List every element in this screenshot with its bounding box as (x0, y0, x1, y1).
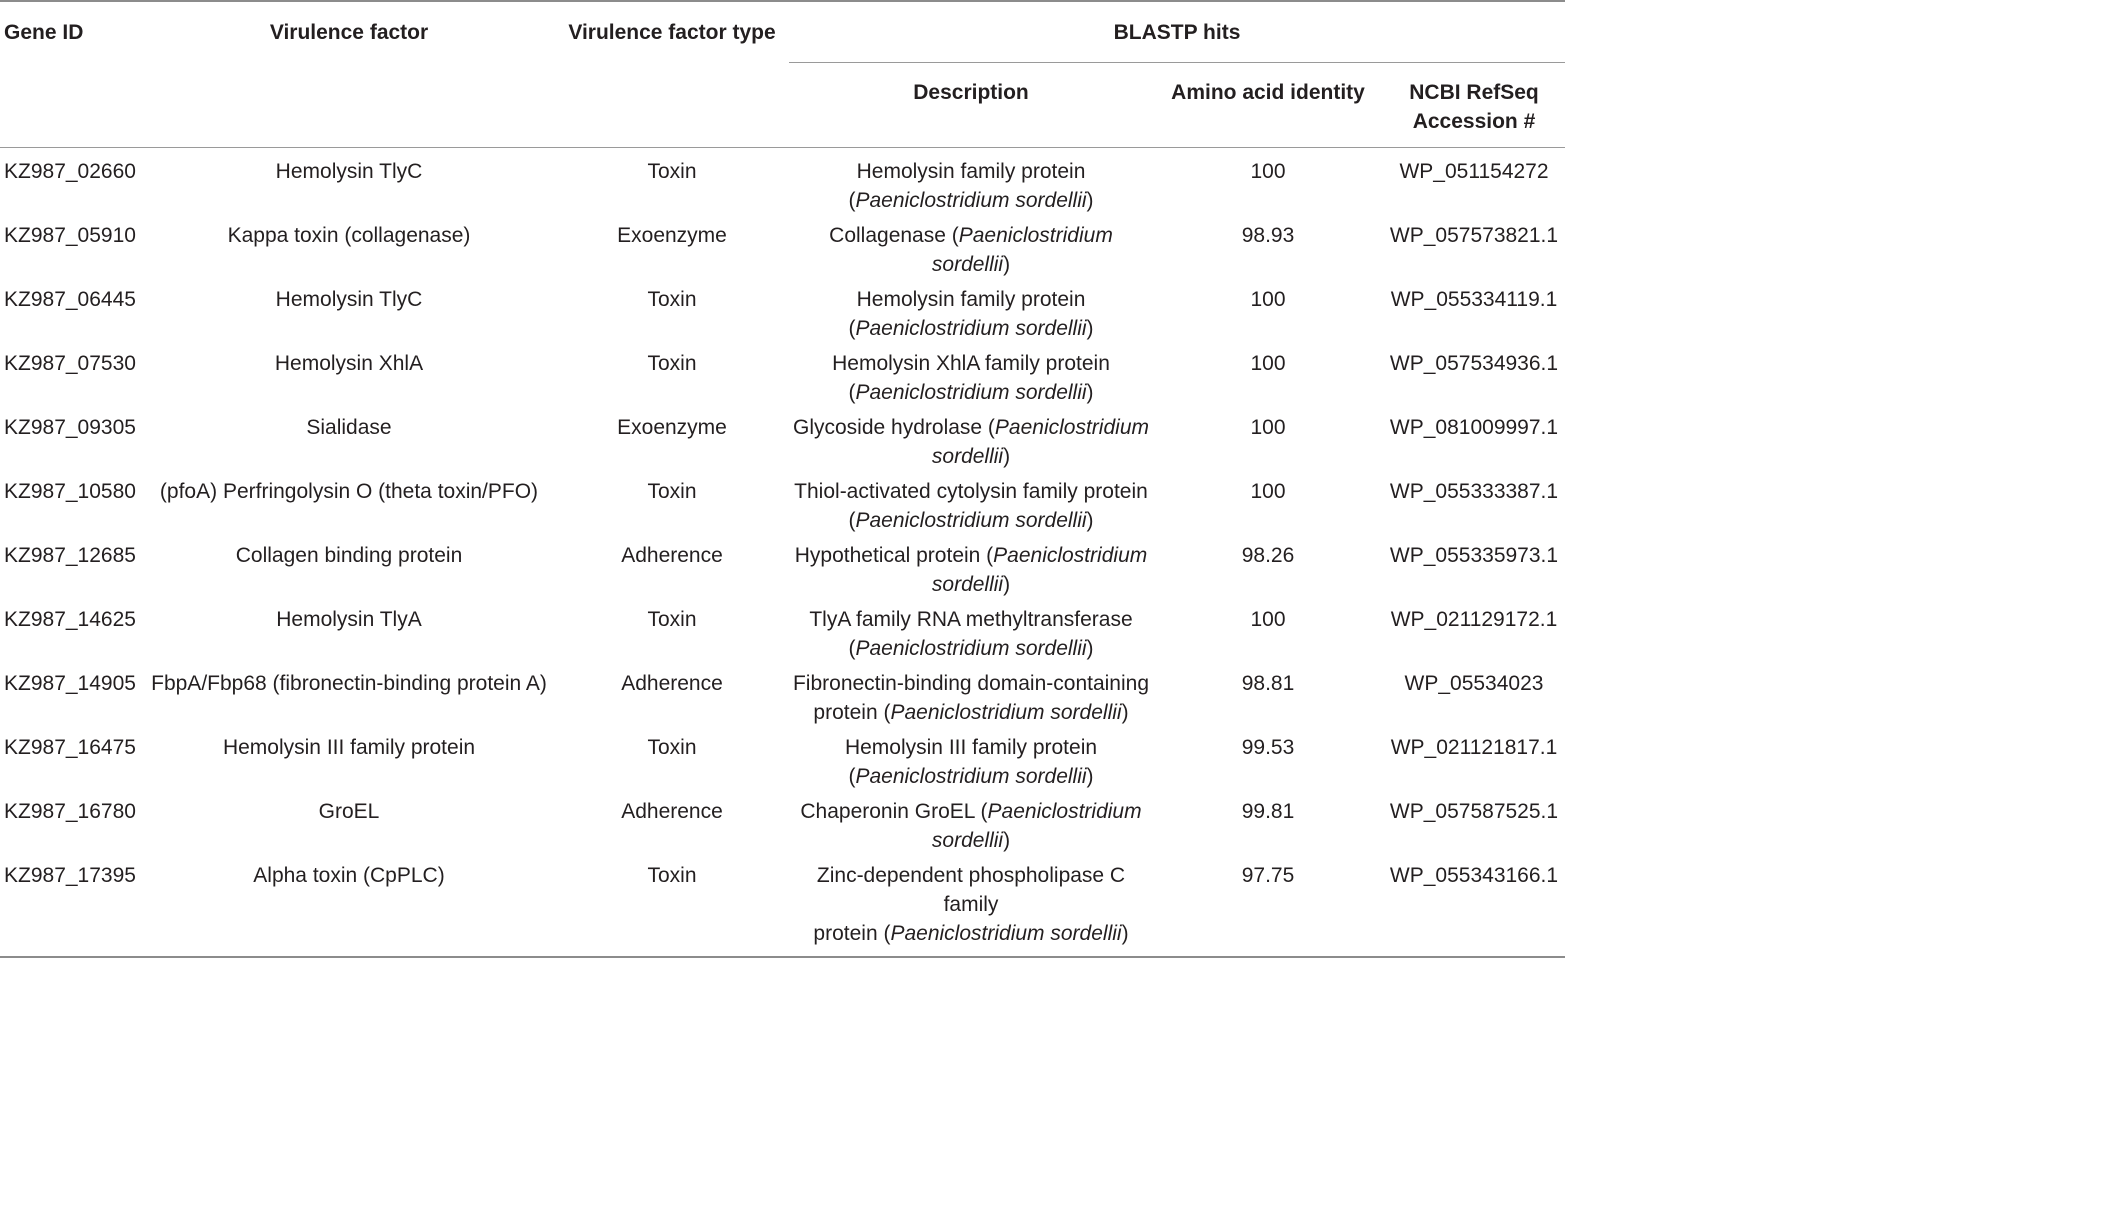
description-suffix: ) (1003, 829, 1011, 852)
description-organism: Paeniclostridium sordellii (855, 381, 1087, 404)
cell-virulence-factor: Collagen binding protein (235, 544, 463, 567)
cell-virulence-factor-type: Toxin (647, 160, 697, 183)
cell-amino-acid-identity: 98.93 (1241, 224, 1295, 247)
cell-virulence-factor: Alpha toxin (CpPLC) (253, 864, 445, 887)
header-description: Description (789, 63, 1153, 148)
description-line1: Hemolysin family protein (856, 288, 1086, 311)
cell-description (789, 663, 1153, 727)
cell-gene-id: KZ987_10580 (4, 480, 136, 503)
cell-description (789, 855, 1153, 957)
cell-accession: WP_081009997.1 (1389, 416, 1559, 439)
description-organism: Paeniclostridium sordellii (931, 800, 1142, 852)
description-prefix: protein ( (813, 922, 891, 945)
table-header (0, 1, 1565, 148)
cell-description (789, 535, 1153, 599)
cell-description (789, 343, 1153, 407)
cell-virulence-factor: Hemolysin TlyC (275, 160, 423, 183)
description-line1: Hemolysin family protein (856, 160, 1086, 183)
description-organism: Paeniclostridium sordellii (855, 509, 1087, 532)
table-row (0, 279, 1565, 343)
cell-accession: WP_057573821.1 (1389, 224, 1559, 247)
description-prefix: ( (848, 317, 856, 340)
cell-virulence-factor-type: Adherence (621, 672, 723, 695)
cell-description (789, 471, 1153, 535)
cell-virulence-factor: Hemolysin III family protein (222, 736, 476, 759)
description-organism: Paeniclostridium sordellii (855, 189, 1087, 212)
table-row (0, 471, 1565, 535)
cell-virulence-factor: (pfoA) Perfringolysin O (theta toxin/PFO) (159, 480, 539, 503)
cell-amino-acid-identity: 100 (1250, 288, 1286, 311)
cell-accession: WP_057587525.1 (1389, 800, 1559, 823)
header-virulence-factor: Virulence factor (269, 21, 429, 44)
cell-gene-id: KZ987_09305 (4, 416, 136, 439)
cell-virulence-factor: GroEL (318, 800, 380, 823)
cell-amino-acid-identity: 100 (1250, 480, 1286, 503)
cell-description (789, 407, 1153, 471)
cell-accession: WP_021121817.1 (1390, 736, 1558, 759)
description-organism: Paeniclostridium sordellii (931, 544, 1148, 596)
cell-accession: WP_021129172.1 (1390, 608, 1558, 631)
description-prefix: protein ( (813, 701, 891, 724)
description-suffix: ) (1121, 922, 1129, 945)
cell-gene-id: KZ987_17395 (4, 864, 136, 887)
table-body (0, 148, 1565, 957)
cell-amino-acid-identity: 100 (1250, 608, 1286, 631)
description-organism: Paeniclostridium sordellii (855, 637, 1087, 660)
cell-accession: WP_057534936.1 (1389, 352, 1559, 375)
description-organism: Paeniclostridium sordellii (890, 922, 1122, 945)
bottom-rule (0, 957, 1565, 958)
cell-amino-acid-identity: 99.53 (1241, 736, 1295, 759)
description-suffix: ) (1003, 445, 1011, 468)
description-organism: Paeniclostridium sordellii (855, 765, 1087, 788)
header-gene-id: Gene ID (4, 21, 84, 44)
cell-virulence-factor-type: Adherence (621, 544, 723, 567)
description-prefix: Collagenase ( (829, 224, 959, 247)
header-ncbi-refseq-line2: Accession # (1412, 110, 1536, 133)
table-row (0, 535, 1565, 599)
cell-amino-acid-identity: 100 (1250, 160, 1286, 183)
description-suffix: ) (1086, 765, 1094, 788)
cell-virulence-factor-type: Toxin (647, 864, 697, 887)
cell-gene-id: KZ987_16475 (4, 736, 136, 759)
table-row (0, 727, 1565, 791)
table-row (0, 599, 1565, 663)
description-line1: Hemolysin XhlA family protein (832, 352, 1110, 375)
cell-virulence-factor: Hemolysin TlyC (275, 288, 423, 311)
description-organism: Paeniclostridium sordellii (855, 317, 1087, 340)
header-blastp-hits: BLASTP hits (1113, 21, 1241, 44)
cell-virulence-factor: Hemolysin XhlA (274, 352, 424, 375)
cell-description (789, 215, 1153, 279)
description-line1: Thiol-activated cytolysin family protein (794, 480, 1148, 503)
cell-description (789, 727, 1153, 791)
cell-virulence-factor: Kappa toxin (collagenase) (227, 224, 471, 247)
cell-virulence-factor-type: Toxin (647, 608, 697, 631)
description-line1: Hemolysin III family protein (844, 736, 1098, 759)
cell-accession: WP_051154272 (1399, 160, 1549, 183)
description-suffix: ) (1086, 637, 1094, 660)
header-ncbi-refseq-line1: NCBI RefSeq (1409, 81, 1539, 104)
description-organism: Paeniclostridium sordellii (931, 416, 1149, 468)
cell-virulence-factor-type: Exoenzyme (617, 416, 727, 439)
cell-virulence-factor-type: Toxin (647, 352, 697, 375)
cell-virulence-factor-type: Toxin (647, 480, 697, 503)
description-line1: Zinc-dependent phospholipase C family (816, 864, 1126, 916)
header-ncbi-refseq-accession (1383, 63, 1565, 148)
cell-description (789, 599, 1153, 663)
description-prefix: Chaperonin GroEL ( (800, 800, 988, 823)
cell-virulence-factor-type: Toxin (647, 736, 697, 759)
description-suffix: ) (1086, 509, 1094, 532)
cell-description (789, 148, 1153, 215)
description-suffix: ) (1086, 189, 1094, 212)
description-prefix: Glycoside hydrolase ( (793, 416, 995, 439)
description-prefix: ( (848, 765, 856, 788)
table-row (0, 343, 1565, 407)
cell-amino-acid-identity: 100 (1250, 416, 1286, 439)
description-prefix: ( (848, 509, 856, 532)
cell-amino-acid-identity: 99.81 (1241, 800, 1295, 823)
description-suffix: ) (1086, 381, 1094, 404)
cell-gene-id: KZ987_12685 (4, 544, 136, 567)
table-row (0, 407, 1565, 471)
cell-amino-acid-identity: 98.81 (1241, 672, 1295, 695)
cell-gene-id: KZ987_07530 (4, 352, 136, 375)
cell-virulence-factor-type: Adherence (621, 800, 723, 823)
table-row (0, 148, 1565, 215)
description-suffix: ) (1121, 701, 1129, 724)
cell-accession: WP_055335973.1 (1389, 544, 1559, 567)
description-prefix: ( (848, 381, 856, 404)
description-line1: TlyA family RNA methyltransferase (809, 608, 1133, 631)
description-line1: Fibronectin-binding domain-containing (792, 672, 1150, 695)
cell-amino-acid-identity: 97.75 (1241, 864, 1295, 887)
cell-virulence-factor: FbpA/Fbp68 (fibronectin-binding protein A) (151, 672, 547, 695)
cell-description (789, 279, 1153, 343)
description-prefix: Hypothetical protein ( (794, 544, 994, 567)
description-suffix: ) (1003, 573, 1011, 596)
cell-virulence-factor-type: Toxin (647, 288, 697, 311)
cell-accession: WP_055343166.1 (1389, 864, 1559, 887)
header-row-main (0, 2, 1565, 63)
description-prefix: ( (848, 637, 856, 660)
cell-gene-id: KZ987_16780 (4, 800, 136, 823)
description-organism: Paeniclostridium sordellii (931, 224, 1113, 276)
cell-gene-id: KZ987_14625 (4, 608, 136, 631)
cell-gene-id: KZ987_05910 (4, 224, 136, 247)
description-suffix: ) (1003, 253, 1011, 276)
table-row (0, 791, 1565, 855)
description-suffix: ) (1086, 317, 1094, 340)
cell-virulence-factor-type: Exoenzyme (617, 224, 727, 247)
cell-accession: WP_055334119.1 (1390, 288, 1558, 311)
cell-accession: WP_055333387.1 (1389, 480, 1559, 503)
cell-accession: WP_05534023 (1404, 672, 1544, 695)
header-amino-acid-identity: Amino acid identity (1153, 63, 1383, 148)
cell-gene-id: KZ987_06445 (4, 288, 136, 311)
table-row (0, 215, 1565, 279)
table-row (0, 663, 1565, 727)
description-organism: Paeniclostridium sordellii (890, 701, 1122, 724)
cell-description (789, 791, 1153, 855)
header-virulence-factor-type: Virulence factor type (568, 21, 776, 44)
cell-amino-acid-identity: 100 (1250, 352, 1286, 375)
cell-virulence-factor: Hemolysin TlyA (276, 608, 422, 631)
table-row (0, 855, 1565, 957)
cell-amino-acid-identity: 98.26 (1241, 544, 1295, 567)
cell-gene-id: KZ987_14905 (4, 672, 136, 695)
description-prefix: ( (848, 189, 856, 212)
cell-virulence-factor: Sialidase (306, 416, 392, 439)
cell-gene-id: KZ987_02660 (4, 160, 136, 183)
